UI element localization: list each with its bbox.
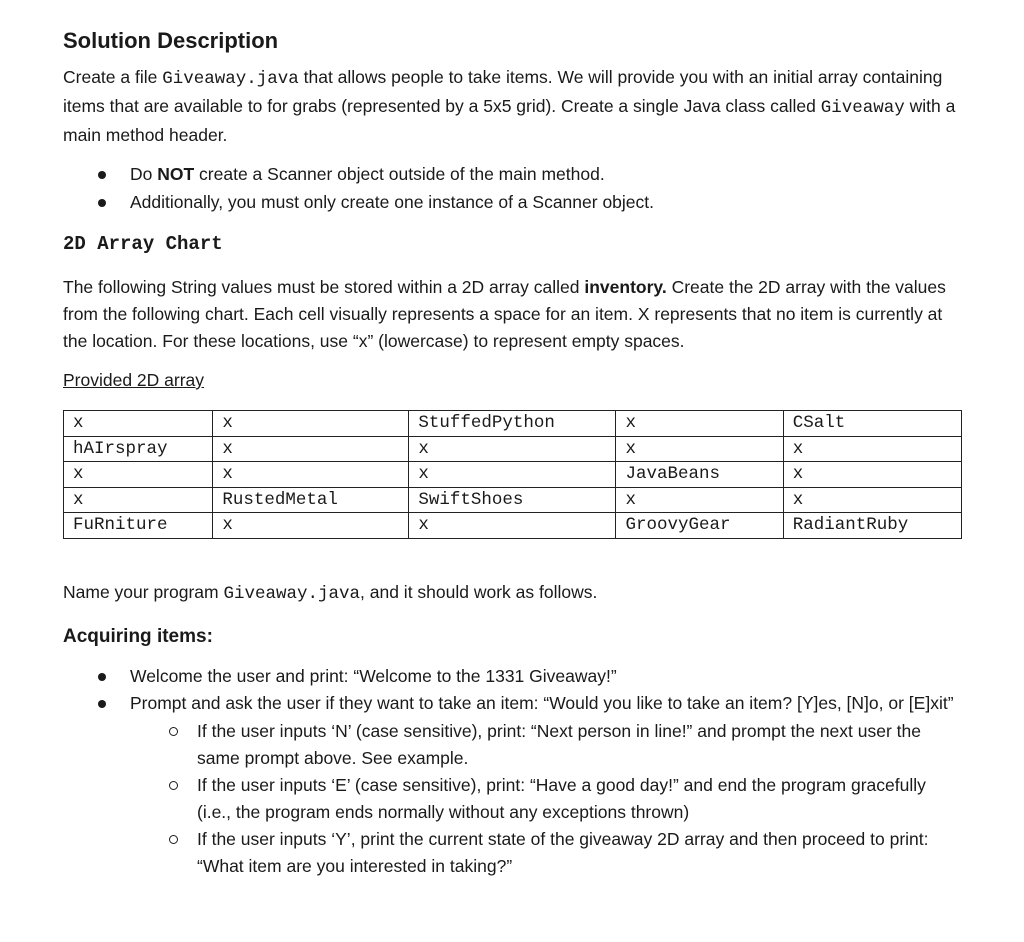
table-cell: x (616, 487, 783, 513)
table-cell: x (783, 436, 961, 462)
acquiring-item-prompt (63, 690, 963, 880)
chart-paragraph-text: Create the 2D array with the values from the following chart. Each cell visually represents a space for an item. X represents that no item is currently at the location. For these locations, use “x” (lowercase) to represent empty spaces. (63, 277, 946, 351)
acquiring-sub-list (130, 718, 963, 880)
table-cell: hAIrspray (64, 436, 213, 462)
table-cell: JavaBeans (616, 462, 783, 488)
table-cell: x (213, 411, 409, 437)
table-cell: x (409, 513, 616, 539)
table-cell: StuffedPython (409, 411, 616, 437)
acquiring-item-prompt-text: Prompt and ask the user if they want to take an item: “Would you like to take an item? [Y]es, [N]o, or [E]xit” (130, 693, 954, 713)
table-cell: x (213, 462, 409, 488)
table-row (64, 436, 962, 462)
chart-paragraph-bold: inventory. (584, 277, 667, 297)
table-cell: RadiantRuby (783, 513, 961, 539)
table-row (64, 462, 962, 488)
table-cell: x (409, 462, 616, 488)
intro-code-classname: Giveaway (820, 98, 905, 118)
rules-item-text: Do (130, 164, 158, 184)
acquiring-sub-item-e: If the user inputs ‘E’ (case sensitive), print: “Have a good day!” and end the program gracefully (i.e., the program ends normally without any exceptions thrown) (130, 772, 963, 826)
document-page (63, 26, 963, 880)
rules-item-emphasis: NOT (157, 164, 195, 184)
provided-array-label: Provided 2D array (63, 370, 205, 390)
chart-heading: 2D Array Chart (63, 233, 223, 255)
table-cell: x (64, 487, 213, 513)
chart-paragraph-text: The following String values must be stored within a 2D array called (63, 277, 585, 297)
intro-text-3: with a main method header. (63, 96, 956, 145)
rules-item-single-instance: Additionally, you must only create one instance of a Scanner object. (63, 189, 963, 217)
rules-list (63, 161, 963, 216)
table-row (64, 487, 962, 513)
acquiring-item-welcome: Welcome the user and print: “Welcome to the 1331 Giveaway!” (63, 663, 963, 691)
intro-text-2: that allows people to take items. We will provide you with an initial array containing items that are available to for grabs (represented by a 5x5 grid). Create a single Java class called (63, 67, 943, 116)
table-cell: x (783, 462, 961, 488)
table-cell: GroovyGear (616, 513, 783, 539)
intro-code-filename: Giveaway.java (162, 69, 299, 89)
table-row (64, 513, 962, 539)
table-cell: SwiftShoes (409, 487, 616, 513)
acquiring-list (63, 663, 963, 880)
intro-paragraph (63, 64, 963, 149)
section-heading: Solution Description (63, 28, 279, 53)
table-cell: CSalt (783, 411, 961, 437)
table-cell: RustedMetal (213, 487, 409, 513)
acquiring-sub-item-y: If the user inputs ‘Y’, print the current state of the giveaway 2D array and then proceed to print: “What item are you interested in taking?” (130, 826, 963, 880)
table-cell: x (783, 487, 961, 513)
table-cell: x (616, 436, 783, 462)
rules-item-text: create a Scanner object outside of the main method. (194, 164, 605, 184)
program-name-code: Giveaway.java (223, 583, 361, 604)
table-cell: x (616, 411, 783, 437)
rules-item-scanner (63, 161, 963, 189)
table-cell: FuRniture (64, 513, 213, 539)
table-cell: x (64, 411, 213, 437)
acquiring-heading: Acquiring items: (63, 625, 213, 647)
table-cell: x (409, 436, 616, 462)
program-name-text: , and it should work as follows. (360, 581, 598, 602)
program-name-text: Name your program (63, 581, 224, 602)
acquiring-sub-item-n: If the user inputs ‘N’ (case sensitive), print: “Next person in line!” and prompt the next user the same prompt above. See example. (130, 718, 963, 772)
inventory-table (63, 410, 962, 539)
table-cell: x (213, 436, 409, 462)
table-row (64, 411, 962, 437)
table-cell: x (213, 513, 409, 539)
program-name-paragraph (63, 579, 963, 608)
chart-paragraph (63, 274, 963, 355)
intro-text-1: Create a file (63, 67, 163, 87)
table-cell: x (64, 462, 213, 488)
